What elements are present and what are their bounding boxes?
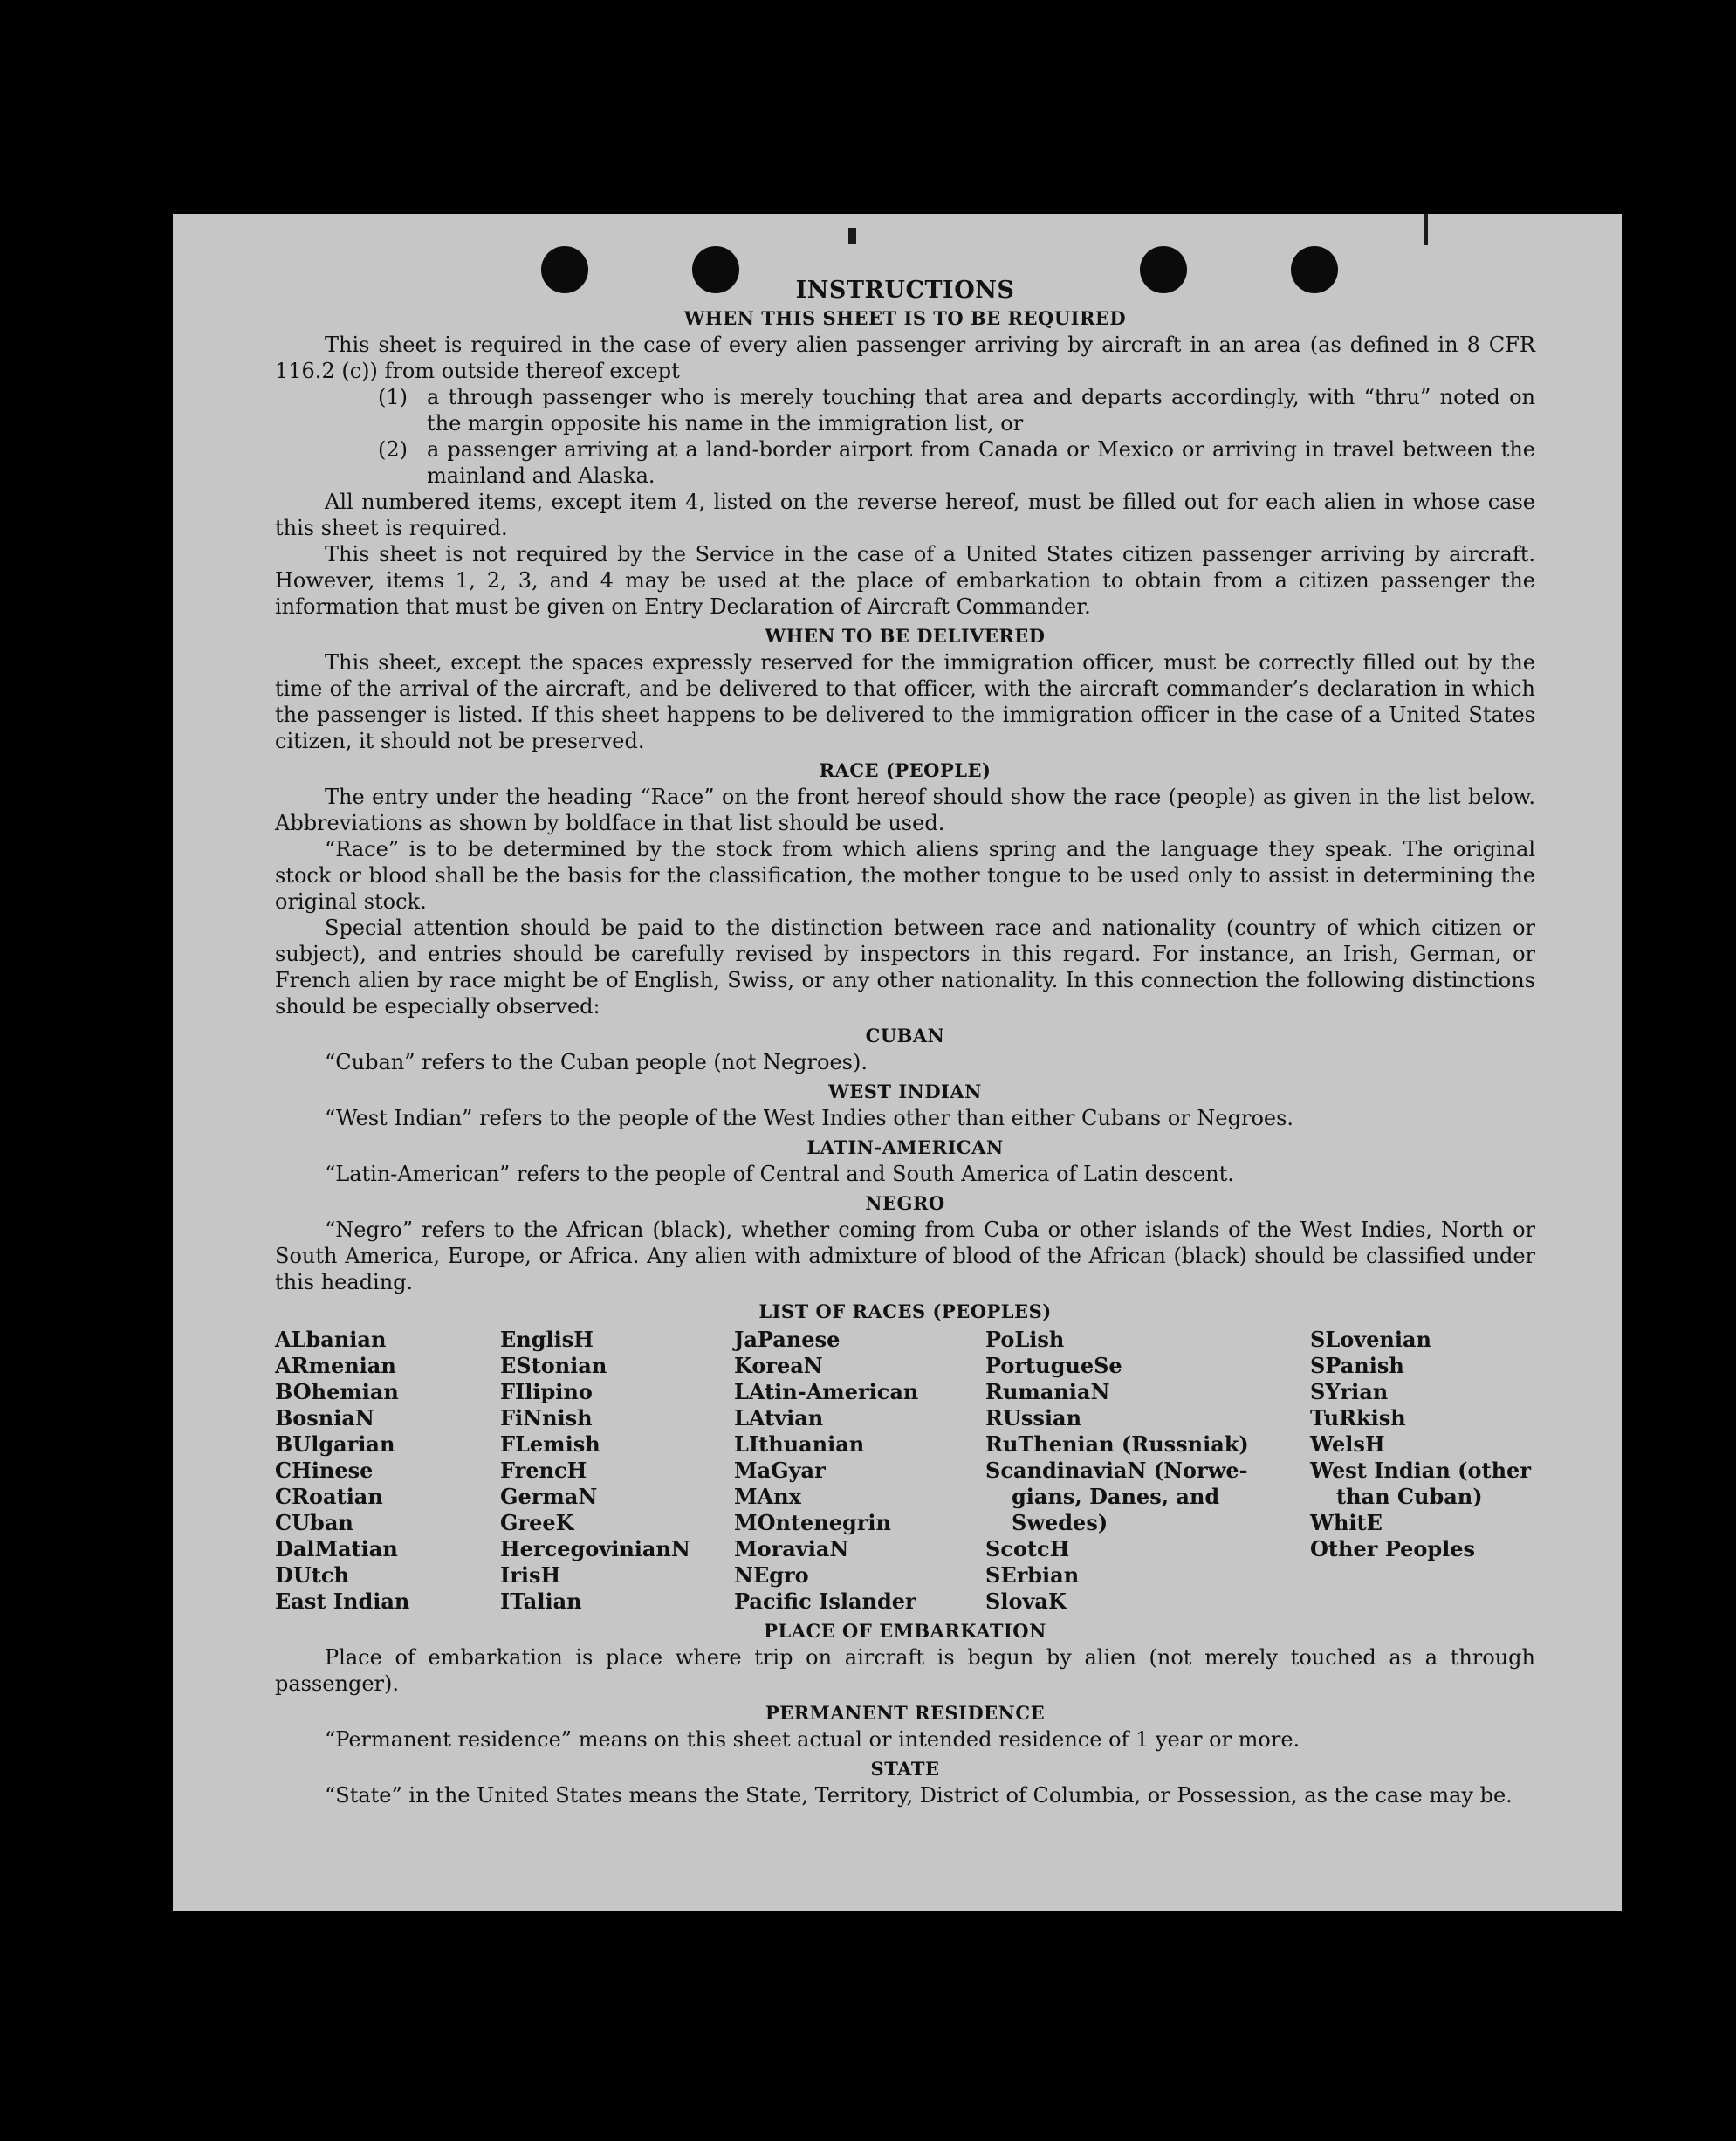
race-column [1310, 1327, 1535, 1615]
race-entry: ITalian [500, 1589, 582, 1614]
instructions-content [275, 276, 1535, 1808]
race-entry: MoraviaN [734, 1536, 849, 1561]
paragraph: Special attention should be paid to the distinction between race and nationality (country of which citizen or subject), and entries should be carefully revised by inspectors in this regard. For instance, an Irish, German, or French alien by race might be of English, Swiss, or any other nationality. In this connection the following distinctions should be especially observed: [275, 916, 1535, 1019]
paragraph: “Permanent residence” means on this sheet actual or intended residence of 1 year or more. [325, 1727, 1300, 1752]
section-heading: WHEN THIS SHEET IS TO BE REQUIRED [683, 307, 1127, 329]
race-entry: SErbian [985, 1562, 1080, 1588]
section-heading: PLACE OF EMBARKATION [764, 1620, 1046, 1642]
race-entry: DUtch [275, 1562, 349, 1588]
race-column [985, 1327, 1310, 1615]
race-entry: LIthuanian [734, 1431, 865, 1457]
race-entry: MAnx [734, 1484, 801, 1509]
page-title: INSTRUCTIONS [795, 277, 1015, 304]
race-entry: LAtvian [734, 1405, 824, 1431]
race-entry: SlovaK [985, 1589, 1067, 1614]
paragraph: This sheet is required in the case of every alien passenger arriving by aircraft in an area (as defined in 8 CFR 116.2 (c)) from outside thereof except [275, 333, 1535, 383]
race-entry: CHinese [275, 1458, 374, 1483]
race-entry: FrencH [500, 1458, 587, 1483]
section-heading: PERMANENT RESIDENCE [765, 1702, 1046, 1724]
item-text: a through passenger who is merely touching that area and departs accordingly, with “thru” noted on the margin opposite his name in the immigration list, or [427, 385, 1535, 436]
race-entry: than Cuban) [1336, 1484, 1483, 1509]
race-entry: IrisH [500, 1562, 561, 1588]
item-text: a passenger arriving at a land-border airport from Canada or Mexico or arriving in travel between the mainland and Alaska. [427, 437, 1535, 488]
race-entry: MOntenegrin [734, 1510, 891, 1535]
race-entry: CUban [275, 1510, 353, 1535]
paragraph: “Latin-American” refers to the people of Central and South America of Latin descent. [325, 1162, 1234, 1186]
race-entry: HercegovinianN [500, 1536, 690, 1561]
race-entry: Other Peoples [1310, 1536, 1476, 1561]
race-entry: PoLish [985, 1327, 1065, 1352]
numbered-item [378, 384, 1535, 436]
race-entry: KoreaN [734, 1353, 823, 1378]
race-entry: East Indian [275, 1589, 410, 1614]
race-entry: FIlipino [500, 1379, 593, 1404]
race-entry: CRoatian [275, 1484, 383, 1509]
race-entry: ScandinaviaN (Norwe- [985, 1458, 1248, 1483]
race-entry: Swedes) [1012, 1510, 1108, 1535]
race-entry: BOhemian [275, 1379, 399, 1404]
race-entry: BosniaN [275, 1405, 374, 1431]
item-number: (1) [378, 385, 408, 409]
section-heading: RACE (PEOPLE) [819, 759, 992, 781]
section-heading: CUBAN [865, 1025, 945, 1046]
race-entry: EnglisH [500, 1327, 594, 1352]
race-entry: FiNnish [500, 1405, 593, 1431]
race-entry: RuThenian (Russniak) [985, 1431, 1249, 1457]
paragraph: “Cuban” refers to the Cuban people (not Negroes). [325, 1050, 868, 1074]
race-entry: RumaniaN [985, 1379, 1110, 1404]
race-entry: ScotcH [985, 1536, 1070, 1561]
race-entry: GermaN [500, 1484, 598, 1509]
race-entry: West Indian (other [1310, 1458, 1531, 1483]
section-heading: LATIN-AMERICAN [806, 1136, 1004, 1158]
document-sheet [173, 214, 1622, 1911]
race-entry: gians, Danes, and [1012, 1484, 1220, 1509]
scan-speck [1424, 214, 1428, 245]
paragraph: This sheet is not required by the Service in the case of a United States citizen passenger arriving by aircraft. However, items 1, 2, 3, and 4 may be used at the place of embarkation to obtain from a citizen passenger the information that must be given on Entry Declaration of Aircraft Commander. [275, 542, 1535, 619]
section-heading: WEST INDIAN [828, 1081, 982, 1102]
race-entry: TuRkish [1310, 1405, 1406, 1431]
race-list [275, 1327, 1535, 1615]
race-entry: SYrian [1310, 1379, 1389, 1404]
race-entry: FLemish [500, 1431, 600, 1457]
race-entry: PortugueSe [985, 1353, 1122, 1378]
race-entry: JaPanese [734, 1327, 841, 1352]
paragraph: “West Indian” refers to the people of the West Indies other than either Cubans or Negroes. [325, 1106, 1294, 1130]
section-heading: STATE [870, 1758, 940, 1780]
race-entry: LAtin-American [734, 1379, 919, 1404]
race-entry: WhitE [1310, 1510, 1383, 1535]
race-entry: MaGyar [734, 1458, 826, 1483]
race-entry: RUssian [985, 1405, 1082, 1431]
race-entry: SPanish [1310, 1353, 1404, 1378]
race-column [500, 1327, 734, 1615]
race-entry: EStonian [500, 1353, 607, 1378]
race-entry: ALbanian [275, 1327, 387, 1352]
race-entry: Pacific Islander [734, 1589, 916, 1614]
section-heading: NEGRO [865, 1192, 945, 1214]
item-number: (2) [378, 437, 408, 462]
race-entry: BUlgarian [275, 1431, 395, 1457]
race-entry: DalMatian [275, 1536, 398, 1561]
section-heading: WHEN TO BE DELIVERED [765, 625, 1046, 647]
numbered-item [378, 436, 1535, 489]
paragraph: The entry under the heading “Race” on the front hereof should show the race (people) as given in the list below. Abbreviations as shown by boldface in that list should be used. [275, 785, 1535, 835]
section-heading: LIST OF RACES (PEOPLES) [758, 1300, 1052, 1322]
race-entry: ARmenian [275, 1353, 396, 1378]
race-column [275, 1327, 500, 1615]
scan-speck [848, 228, 856, 244]
race-entry: GreeK [500, 1510, 574, 1535]
paragraph: All numbered items, except item 4, listed on the reverse hereof, must be filled out for each alien in whose case this sheet is required. [275, 490, 1535, 540]
race-entry: SLovenian [1310, 1327, 1431, 1352]
race-column [734, 1327, 985, 1615]
paragraph: This sheet, except the spaces expressly reserved for the immigration officer, must be correctly filled out by the time of the arrival of the aircraft, and be delivered to that officer, with the aircraft commander’s declaration in which the passenger is listed. If this sheet happens to be delivered to the immigration officer in the case of a United States citizen, it should not be preserved. [275, 650, 1535, 753]
race-entry: WelsH [1310, 1431, 1385, 1457]
race-entry: NEgro [734, 1562, 809, 1588]
paragraph: Place of embarkation is place where trip on aircraft is begun by alien (not merely touched as a through passenger). [275, 1645, 1535, 1696]
paragraph: “Race” is to be determined by the stock from which aliens spring and the language they speak. The original stock or blood shall be the basis for the classification, the mother tongue to be used only to assist in determining the original stock. [275, 837, 1535, 914]
paragraph: “Negro” refers to the African (black), whether coming from Cuba or other islands of the West Indies, North or South America, Europe, or Africa. Any alien with admixture of blood of the African (black) should be classified under this heading. [275, 1218, 1535, 1294]
paragraph: “State” in the United States means the State, Territory, District of Columbia, or Possession, as the case may be. [325, 1783, 1513, 1808]
